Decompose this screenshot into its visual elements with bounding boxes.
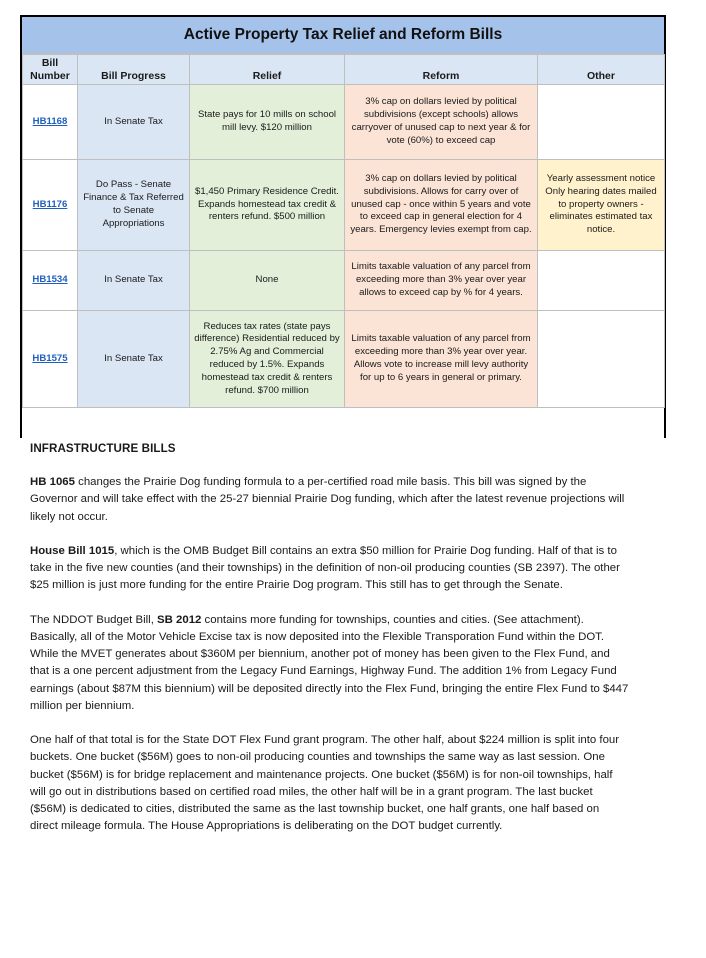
- paragraph-hb1015: House Bill 1015, which is the OMB Budget Bill contains an extra $50 million for Prairie Dog funding. Half of that is to take in the five new counties (and their townships) in the definition of non-oil producing counties (SB 2397). The other $25 million is just more funding for the entire Prairie Dog program. This still has to get through the Senate.: [30, 545, 620, 592]
- reform-cell: 3% cap on dollars levied by political subdivisions. Allows for carry over of unused cap - once within 5 years and vote to exceed cap in general election for 4 years. Emergency levies exempt from cap.: [345, 160, 538, 251]
- table-row: [23, 160, 665, 251]
- bill-number-cell: [23, 311, 78, 408]
- header-bill-progress: Bill Progress: [78, 55, 190, 85]
- bill-progress-cell: In Senate Tax: [78, 311, 190, 408]
- header-other: Other: [538, 55, 665, 85]
- paragraph-flex-fund: One half of that total is for the State DOT Flex Fund grant program. The other half, about $224 million is split into four buckets. One bucket ($56M) goes to non-oil producing counties and townships the same way as last session. One bucket ($56M) is for bridge replacement and maintenance projects. One bucket ($56M) is for non-oil townships, half will go out in distributions based on certified road miles, the other half will be in a grant program. The last bucket ($56M) is dedicated to cities, distributed the same as the last township bucket, one half grants, one half based on direct mileage formula. The House Appropriations is deliberating on the DOT budget currently.: [30, 734, 620, 833]
- bill-number-cell: [23, 85, 78, 160]
- table-header-row: [23, 55, 665, 85]
- bill-link-hb1575[interactable]: HB1575: [32, 352, 68, 364]
- bill-number-cell: [23, 251, 78, 311]
- bills-table-container: [20, 15, 666, 438]
- reform-cell: Limits taxable valuation of any parcel from exceeding more than 3% year over year. Allows vote to increase mill levy authority for up to 6 years in general or primary.: [345, 311, 538, 408]
- bill-progress-cell: In Senate Tax: [78, 85, 190, 160]
- other-cell: Yearly assessment notice Only hearing dates mailed to property owners - eliminates estimated tax notice.: [538, 160, 665, 251]
- other-cell: [538, 251, 665, 311]
- table-row: [23, 251, 665, 311]
- paragraph-hb1065: HB 1065 changes the Prairie Dog funding formula to a per-certified road mile basis. This bill was signed by the Governor and will take effect with the 25-27 biennial Prairie Dog funding, which after the latest revenue projections will likely not occur.: [30, 476, 625, 523]
- table-title: Active Property Tax Relief and Reform Bills: [22, 17, 664, 54]
- bill-link-hb1176[interactable]: HB1176: [32, 198, 68, 210]
- infrastructure-section: [30, 440, 630, 853]
- relief-cell: State pays for 10 mills on school mill levy. $120 million: [190, 85, 345, 160]
- relief-cell: $1,450 Primary Residence Credit. Expands homestead tax credit & renters refund. $500 million: [190, 160, 345, 251]
- bill-link-hb1168[interactable]: HB1168: [32, 115, 68, 127]
- table-row: [23, 311, 665, 408]
- bill-progress-cell: In Senate Tax: [78, 251, 190, 311]
- header-reform: Reform: [345, 55, 538, 85]
- relief-cell: None: [190, 251, 345, 311]
- paragraph-sb2012: The NDDOT Budget Bill, SB 2012 contains more funding for townships, counties and cities. (See attachment). Basically, all of the Motor Vehicle Excise tax is now deposited into the Flexible Transporation Fund within the DOT. While the MVET generates about $360M per biennium, another pot of money has been given to the Flex Fund, and that is a one percent adjustment from the Legacy Fund Earnings, Highway Fund. The addition 1% from Legacy Fund earnings (about $87M this biennium) will be deposited directly into the Flex Fund, bringing the entire Flex Fund to $447 million per biennium.: [30, 613, 629, 712]
- reform-cell: Limits taxable valuation of any parcel from exceeding more than 3% year over year allows to exceed cap by % for 4 years.: [345, 251, 538, 311]
- relief-cell: Reduces tax rates (state pays difference) Residential reduced by 2.75% Ag and Commercial reduced by 1.5%. Expands homestead tax credit & renters refund. $700 million: [190, 311, 345, 408]
- table-row: [23, 85, 665, 160]
- header-bill-number: Bill Number: [23, 55, 78, 85]
- bill-number-cell: [23, 160, 78, 251]
- other-cell: [538, 85, 665, 160]
- bill-progress-cell: Do Pass - Senate Finance & Tax Referred to Senate Appropriations: [78, 160, 190, 251]
- bill-link-hb1534[interactable]: HB1534: [32, 274, 68, 286]
- bills-table: [22, 54, 665, 408]
- reform-cell: 3% cap on dollars levied by political subdivisions (except schools) allows carryover of unused cap to next year & for vote (60%) to exceed cap: [345, 85, 538, 160]
- section-heading: INFRASTRUCTURE BILLS: [30, 442, 176, 455]
- header-relief: Relief: [190, 55, 345, 85]
- other-cell: [538, 311, 665, 408]
